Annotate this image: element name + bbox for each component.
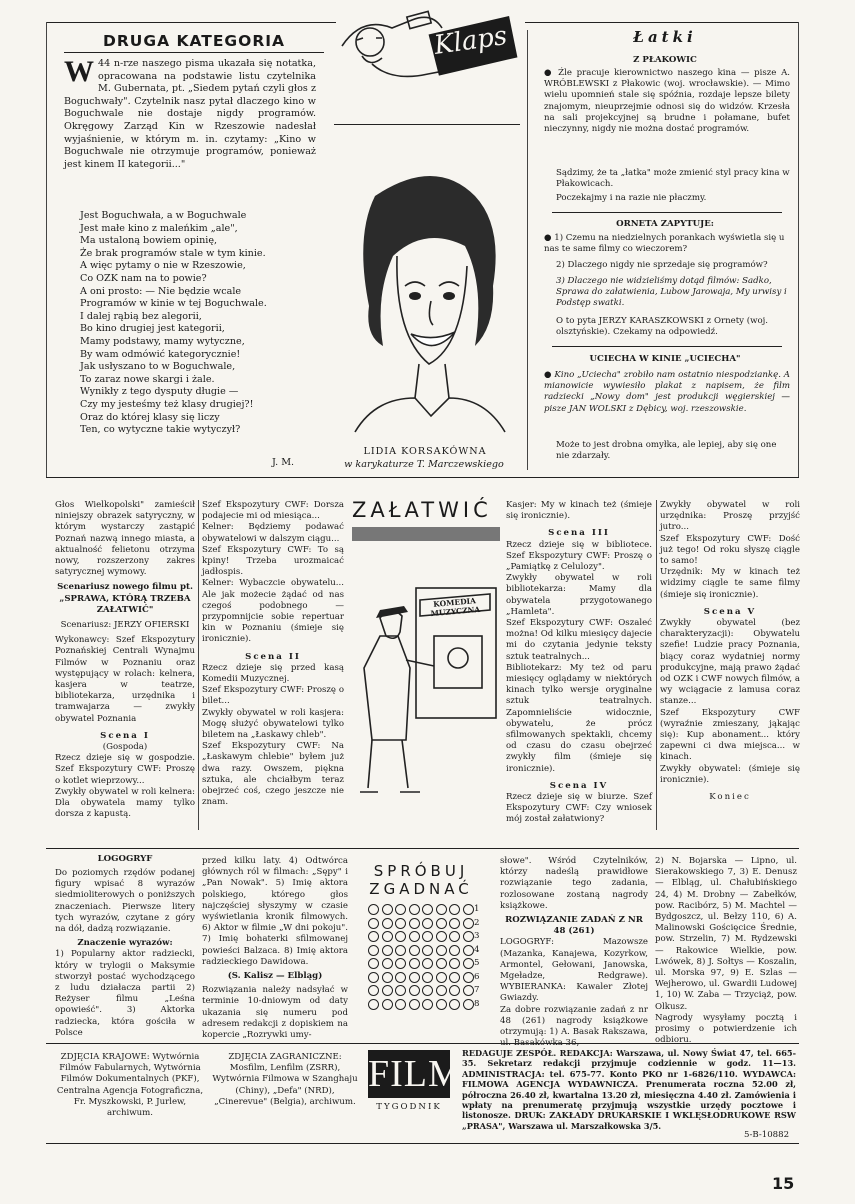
zalatwic-col3-c: Zwykły obywatel w roli bibliotekarza: Mamy dla obywatela przygotowanego „Hamleta".	[506, 573, 652, 617]
grid-cell	[409, 958, 420, 969]
grid-cell	[449, 958, 460, 969]
sprobuj-col4	[655, 856, 797, 1046]
druga-dropcap: W	[64, 55, 94, 88]
zalatwic-col2-h: Szef Ekspozytury CWF: Na „Łaskawym chlebie" byłem już dwa razy. Owszem, piękna sztuka, ale chciałbym teraz obejrzeć coś, czego jeszcze nie znam.	[202, 741, 344, 808]
grid-cell	[395, 958, 406, 969]
zalatwic-col1-e: Rzecz dzieje się w gospodzie. Szef Ekspozytury CWF: Proszę o kotlet wieprzowy...	[55, 753, 195, 786]
grid-cell	[422, 904, 433, 915]
zalatwic-col2-a: Szef Ekspozytury CWF: Dorsza podajecie mi od miesiąca...	[202, 500, 344, 522]
sprobuj-title-2: ZGADNAĆ	[369, 880, 473, 898]
grid-cell	[368, 958, 379, 969]
sprobuj-title-1: SPRÓBUJ	[373, 862, 469, 880]
zalatwic-col2-scene: Scena II	[245, 651, 301, 662]
grid-cell	[449, 931, 460, 942]
logogryf-col1	[55, 868, 195, 1036]
footer-code: 5-B-10882	[744, 1130, 790, 1140]
druga-title: DRUGA KATEGORIA	[102, 32, 286, 50]
zalatwic-col4-d: Zwykły obywatel (bez charakteryzacji): Obywatelu szefie! Ludzie pracy Poznania, biący coraz wydatniej normy produkcyjne, mają prawo żądać od OZK i CWF nowych filmów, a wy wciągacie z lamusa coraz stanze...	[660, 618, 800, 707]
footer-imprint: REDAGUJE ZESPÓŁ. REDAKCJA: Warszawa, ul. Nowy Świat 47, tel. 665-35. Sekretarz redakcji przyjmuje codziennie w godz. 11—13. ADMINISTRACJA: tel. 675-77. Konto PKO nr 1-6826/110. WYDAWCA: FILMOWA AGENCJA WYDAWNICZA. Prenumerata roczna 52.00 zł, półroczna 26.40 zł, kwartalna 13.20 zł, miesięczna 4.40 zł. Zamówienia i wpłaty na prenumeratę przyjmują wszystkie urzędy pocztowe i listonosze. DRUK: ZAKŁADY DRUKARSKIE I WKLĘSŁODRUKOWE RSW „PRASA", Warszawa ul. Marszałkowska 3/5.	[462, 1048, 796, 1131]
grid-cell	[436, 945, 447, 956]
grid-cell	[395, 918, 406, 929]
zalatwic-col4	[660, 500, 800, 830]
grid-row-number: 2	[474, 917, 480, 928]
zalatwic-col4-b: Szef Ekspozytury CWF: Dość już tego! Od roku słyszę ciągle to samo!	[660, 533, 800, 567]
grid-cell	[409, 985, 420, 996]
poem-line: Jak usłyszano to w Boguchwale,	[80, 361, 236, 373]
sprobuj-col3	[500, 856, 648, 1049]
grid-cell	[368, 985, 379, 996]
winners-1: Za dobre rozwiązanie zadań z nr 48 (261) nagrody książkowe otrzymują: 1) A. Basak Rakszawa, ul. Basakówka 36,	[500, 1004, 648, 1049]
grid-cell	[368, 945, 379, 956]
druga-signature: J. M.	[272, 457, 295, 468]
grid-cell	[409, 972, 420, 983]
grid-cell	[382, 945, 393, 956]
solution-title: ROZWIĄZANIE ZADAŃ Z NR 48 (261)	[505, 915, 643, 937]
grid-cell	[463, 931, 474, 942]
winners-note: Nagrody wysyłamy pocztą i prosimy o potwierdzenie ich odbioru.	[655, 1012, 797, 1046]
sprobuj-prizes: słowe". Wśród Czytelników, którzy nadeślą prawidłowe rozwiązanie tego zadania, rozlosowane zostaną nagrody książkowe.	[500, 856, 648, 911]
zalatwic-col4-e: Szef Ekspozytury CWF (wyraźnie zmieszany, jąkając się): Kup abonament... który zapewni ci dwa miejsca... w kinach.	[660, 707, 800, 763]
zalatwic-col2-e: Rzecz dzieje się przed kasą Komedii Muzycznej.	[202, 662, 344, 685]
poem-line: I dalej rąbią bez alegorii,	[80, 310, 202, 322]
latki-sec2-q1-text: ● 1) Czemu na niedzielnych porankach wyświetla się u nas te same filmy co wieczorem?	[544, 233, 784, 254]
grid-cell	[368, 918, 379, 929]
grid-cell	[382, 918, 393, 929]
poem-line: Mamy podstawy, mamy wytyczne,	[80, 335, 245, 347]
zalatwic-col1-cast: Wykonawcy: Szef Ekspozytury Poznańskiej Centrali Wynajmu Filmów w Poznaniu oraz występujący w rolach: kelnera, kasjera w teatrze, bibliotekarza, urzędnika i tramwajarza — zwykły obywatel Poznania	[55, 635, 195, 724]
caricature-caption-name: LIDIA KORSAKÓWNA	[363, 446, 487, 457]
grid-cell	[449, 999, 460, 1010]
zalatwic-title-bar	[352, 527, 500, 541]
zalatwic-col3-a: Kasjer: My w kinach też (śmieje się ironicznie).	[506, 500, 652, 522]
zalatwic-col3-d: Szef Ekspozytury CWF: Oszaleć można! Od kilku miesięcy dajecie mi do czytania jedynie teksty sztuk teatralnych...	[506, 618, 652, 662]
zalatwic-col2	[202, 500, 344, 830]
grid-cell	[436, 918, 447, 929]
grid-cell	[409, 918, 420, 929]
film-logo-sub: TYGODNIK	[376, 1102, 442, 1112]
grid-cell	[382, 958, 393, 969]
grid-row-number: 7	[474, 985, 480, 995]
grid-cell	[436, 931, 447, 942]
grid-cell	[463, 945, 474, 956]
zalatwic-col4-a: Zwykły obywatel w roli urzędnika: Proszę przyjść jutro...	[660, 500, 800, 533]
grid-cell	[422, 918, 433, 929]
zalatwic-col4-scene: Scena V	[703, 606, 757, 617]
grid-cell	[409, 904, 420, 915]
grid-cell	[382, 985, 393, 996]
zalatwic-col1-heading: Scenariusz nowego filmu pt. „SPRAWA, KTÓRĄ TRZEBA ZAŁATWIĆ"	[57, 582, 193, 615]
zalatwic-end: Koniec	[709, 792, 751, 803]
latki-sec2-title: ORNETA ZAPYTUJE:	[616, 219, 714, 229]
grid-cell	[422, 999, 433, 1010]
zalatwic-col1-intro: Głos Wielkopolski" zamieścił niniejszy obrazek satyryczny, w którym wystarczy zastąpić Poznań nazwą innego miasta, a aktualność felietonu otrzyma nowy, rozszerzony zakres satyrycznej wymowy.	[55, 500, 195, 578]
zalatwic-col2-g: Zwykły obywatel w roli kasjera: Mogę służyć obywatelowi tylko biletem na „Łaskawy chleb".	[202, 707, 344, 741]
zalatwic-title: ZAŁATWIĆ	[352, 498, 492, 522]
logogryf-clues-1: 1) Popularny aktor radziecki, który w trylogii o Maksymie stworzył postać wychodzącego z ludu działacza partii 2) Reżyser filmu „Leśna opowieść". 3) Aktorka radziecka, która gościła w Polsce	[55, 949, 195, 1038]
poem-line: A więc pytamy o nie w Rzeszowie,	[80, 260, 246, 272]
latki-sec1-title: Z PŁAKOWIC	[633, 55, 697, 65]
grid-cell	[449, 918, 460, 929]
poem-line: Oraz do której klasy się liczy	[80, 411, 220, 423]
footer-photos-foreign: ZDJĘCIA ZAGRANICZNE: Mosfilm, Lenfilm (ZSRR), Wytwórnia Filmowa w Szanghaju (Chiny), „Defa" (NRD), „Cinerevue" (Belgia), archiwum.	[212, 1052, 358, 1107]
zalatwic-col1	[55, 500, 195, 830]
grid-row-number: 5	[474, 958, 480, 968]
latki-title: Łatki	[633, 28, 697, 46]
zalatwic-col4-f: Zwykły obywatel: (śmieje się ironicznie).	[660, 763, 800, 785]
poem-line: Wynikły z tego dysputy długie —	[80, 386, 239, 398]
grid-cell	[449, 904, 460, 915]
cinema-sign: KOMEDIA MUZYCZNA	[430, 596, 481, 619]
poem-line: Czy my jesteśmy też klasy drugiej?!	[80, 398, 254, 410]
grid-cell	[409, 945, 420, 956]
zalatwic-col4-c: Urzędnik: My w kinach też widzimy ciągle te same filmy (śmieje się ironicznie).	[660, 567, 800, 600]
latki-sec3-title: UCIECHA W KINIE „UCIECHA"	[589, 354, 741, 364]
poem-line: A oni prosto: — Nie będzie wcale	[80, 285, 242, 297]
zalatwic-col2-d: Kelner: Wybaczcie obywatelu... Ale jak możecie żądać od nas czegoś podobnego — przypomnijcie sobie repertuar kin w Poznaniu (śmieje się ironicznie).	[202, 578, 344, 645]
solution-text: LOGOGRYF: Mazowsze (Mazanka, Kanajewa, Kozyrkow, Armontel, Gełowani, Janowska, Mgeładze, Redgrawe). WYBIERANKA: Kawaler Złotej Gwiazdy.	[500, 937, 648, 1004]
grid-cell	[422, 958, 433, 969]
grid-cell	[449, 972, 460, 983]
druga-intro-text: 44 n-rze naszego pisma ukazała się notatka, opracowana na podstawie listu czytelnika M. Gubernata, pt. „Siedem pytań czyli głos z Boguchwały". Czytelnik nasz pytał dlaczego kino w Boguchwale nie dostaje nigdy programów. Okręgowy Zarząd Kin w Rzeszowie nadesłał wyjaśnienie, w którym m. in. czytamy: „Kino w Boguchwale nie otrzymuje programów, ponieważ jest kinem II kategorii..."	[64, 58, 316, 170]
latki-sec3-text: ● Kino „Uciecha" zrobiło nam ostatnio niespodziankę. A mianowicie wywiesiło plakat z napisem, że film radziecki „Nowy dom" jest produkcji węgierskiej — pisze JAN WOLSKI z Dębicy, woj. rzeszowskie.	[544, 370, 790, 414]
grid-cell	[449, 985, 460, 996]
page-number: 15	[772, 1174, 795, 1193]
grid-cell	[463, 999, 474, 1010]
zalatwic-col2-b: Kelner: Będziemy podawać obywatelowi w dalszym ciągu...	[202, 522, 344, 544]
grid-cell	[422, 931, 433, 942]
klaps-logo-text: Klaps	[432, 21, 509, 61]
grid-cell	[463, 985, 474, 996]
grid-cell	[395, 904, 406, 915]
poem-line: Jest małe kino z maleńkim „ale",	[80, 222, 238, 234]
logogryf-submit: Rozwiązania należy nadsyłać w terminie 10-dniowym od daty ukazania się numeru pod adresem redakcji z dopiskiem na kopercie „Rozrywki umy-	[202, 985, 348, 1041]
cinema-ticket-booth-drawing	[350, 548, 502, 818]
zalatwic-col3-scene2: Scena IV	[549, 780, 609, 791]
logogryf-col2	[202, 856, 348, 1041]
grid-cell	[436, 999, 447, 1010]
logogryf-row-numbers	[474, 903, 486, 1011]
grid-cell	[368, 931, 379, 942]
poem-line: Bo kino drugiej jest kategorii,	[80, 323, 225, 335]
grid-cell	[368, 904, 379, 915]
zalatwic-col1-author: Scenariusz: JERZY OFIERSKI	[60, 620, 190, 631]
zalatwic-col2-f: Szef Ekspozytury CWF: Proszę o bilet...	[202, 685, 344, 707]
latki-sec2-q1	[544, 233, 790, 257]
logogryf-intro: Do poziomych rzędów podanej figury wpisać 8 wyrazów siedmioliterowych o poniższych znaczeniach. Pierwsze litery tych wyrazów, czytane z góry na dół, dadzą rozwiązanie.	[55, 868, 195, 935]
zalatwic-col1-f: Zwykły obywatel w roli kelnera: Dla obywatela mamy tylko dorsza z kapustą.	[55, 786, 195, 820]
latki-sec2-sig: O to pyta JERZY KARASZKOWSKI z Ornety (woj. olsztyńskie). Czekamy na odpowiedź.	[556, 316, 769, 338]
grid-cell	[382, 904, 393, 915]
footer-photos-domestic: ZDJĘCIA KRAJOWE: Wytwórnia Filmów Fabularnych, Wytwórnia Filmów Dokumentalnych (PKF), Centralna Agencja Fotograficzna, Fr. Myszkowski, P. Jurlew, archiwum.	[56, 1052, 204, 1119]
logogryf-grid	[368, 904, 474, 1010]
grid-row-number: 8	[474, 998, 480, 1009]
film-logo-text: FILM	[368, 1053, 463, 1095]
zalatwic-col1-scene: Scena I	[100, 730, 150, 741]
latki-sec2-q3: 3) Dlaczego nie widzieliśmy dotąd filmów: Sadko, Sprawa do załatwienia, Lubow Jarowaja, My urwisy i Podstęp swatki.	[556, 276, 787, 309]
poem-line: By wam odmówić kategorycznie!	[80, 348, 241, 360]
zalatwic-col3	[506, 500, 652, 830]
grid-row-number: 1	[474, 904, 480, 914]
caricature-caption-sub: w karykaturze T. Marczewskiego	[344, 459, 504, 470]
poem-line: Ma ustaloną bowiem opinię,	[80, 235, 218, 247]
zalatwic-col3-scene: Scena III	[548, 528, 610, 539]
latki-sec1-p3: Poczekajmy i na razie nie płaczmy.	[556, 193, 707, 203]
grid-cell	[368, 972, 379, 983]
grid-cell	[395, 985, 406, 996]
grid-cell	[409, 999, 420, 1010]
grid-row-number: 3	[474, 931, 480, 941]
poem-line: Co OZK nam na to powie?	[80, 272, 207, 284]
grid-cell	[422, 945, 433, 956]
grid-cell	[463, 918, 474, 929]
latki-sec1-p2: Sądzimy, że ta „łatka" może zmienić styl pracy kina w Płakowicach.	[556, 168, 790, 190]
poem-line: To zaraz nowe skargi i żale.	[80, 373, 215, 385]
grid-cell	[382, 972, 393, 983]
poem-line: Jest Boguchwała, a w Boguchwale	[80, 210, 247, 221]
grid-cell	[463, 972, 474, 983]
logogryf-author: (S. Kalisz — Elbląg)	[227, 971, 323, 982]
grid-cell	[409, 931, 420, 942]
grid-cell	[382, 999, 393, 1010]
logogryf-title: LOGOGRYF	[97, 854, 153, 864]
grid-cell	[436, 972, 447, 983]
grid-cell	[436, 985, 447, 996]
latki-sec3-p2: Może to jest drobna omyłka, ale lepiej, aby się one nie zdarzały.	[556, 440, 777, 462]
grid-cell	[463, 958, 474, 969]
grid-cell	[395, 931, 406, 942]
latki-sec1-body	[544, 68, 790, 164]
grid-cell	[436, 958, 447, 969]
grid-cell	[368, 999, 379, 1010]
winners-2: 2) N. Bojarska — Lipno, ul. Sierakowskiego 7, 3) E. Denusz — Elbląg, ul. Chałubińskiego 24, 4) M. Drobny — Zabełków, pow. Racibórz, 5) M. Machtel — Bydgoszcz, ul. Bełzy 110, 6) A. Malinowski Gościęcice Średnie, pow. Strzelin, 7) M. Rydzewski — Rakowice Wielkie, pow. Lwówek, 8) J. Sołtys — Koszalin, ul. Morska 97, 9) E. Szlas — Wejherowo, ul. Gwardii Ludowej 1, 10) W. Zaba — Trzyciąż, pow. Olkusz.	[655, 856, 797, 1012]
grid-cell	[395, 972, 406, 983]
latki-sec1-text: ● Źle pracuje kierownictwo naszego kina — pisze A. WRÓBLEWSKI z Płakowic (woj. wrocławskie). — Mimo wielu upomnień stale się spóźnia, rozdaje lepsze bilety znajomym, nieuprzejmie odnosi się do widzów. Krzesła na sali projekcyjnej są brudne i połamane, bufet nieczynny, nigdy nie można dostać programów.	[544, 68, 790, 134]
grid-cell	[382, 931, 393, 942]
poem-line: Że brak programów stale w tym kinie.	[80, 247, 266, 259]
zalatwic-col1-scene-sub: (Gospoda)	[102, 742, 148, 753]
grid-row-number: 4	[474, 944, 480, 955]
druga-intro	[64, 55, 316, 208]
grid-cell	[422, 972, 433, 983]
grid-cell	[436, 904, 447, 915]
korsakowna-caricature	[335, 136, 520, 436]
grid-row-number: 6	[474, 971, 480, 982]
zalatwic-col2-c: Szef Ekspozytury CWF: To są kpiny! Trzeba urozmaicać jadłospis.	[202, 544, 344, 578]
poem-line: Ten, co wytyczne takie wytyczył?	[80, 424, 241, 436]
latki-sec3-body	[544, 370, 790, 434]
logogryf-clues-2: przed kilku laty. 4) Odtwórca głównych ról w filmach: „Sępy" i „Pan Nowak". 5) Imię aktora polskiego, którego głos najczęściej słyszymy w czasie wyświetlania kronik filmowych. 6) Aktor w filmie „W dni pokoju". 7) Imię bohaterki sfilmowanej powieści Balzaca. 8) Imię aktora radzieckiego Dawidowa.	[202, 856, 348, 967]
logogryf-subtitle: Znaczenie wyrazów:	[77, 938, 173, 949]
zalatwic-col3-b: Rzecz dzieje się w bibliotece. Szef Ekspozytury CWF: Proszę o „Pamiątkę z Celulozy".	[506, 539, 652, 573]
latki-sec2-q2: 2) Dlaczego nigdy nie sprzedaje się programów?	[556, 260, 768, 270]
grid-cell	[463, 904, 474, 915]
grid-cell	[449, 945, 460, 956]
poem-line: Programów w kinie w tej Boguchwale.	[80, 298, 267, 310]
grid-cell	[395, 945, 406, 956]
zalatwic-col3-f: Rzecz dzieje się w biurze. Szef Ekspozytury CWF: Czy wniosek mój został załatwiony?	[506, 792, 652, 825]
grid-cell	[395, 999, 406, 1010]
grid-cell	[422, 985, 433, 996]
druga-poem	[80, 210, 312, 450]
zalatwic-col3-e: Bibliotekarz: My też od paru miesięcy oglądamy w niektórych kinach tylko wersje oryginalne sztuk teatralnych. Zapomnieliście widocznie, obywatelu, że prócz sfilmowanych spektakli, chcemy od czasu do czasu obejrzeć zwykły film (śmieje się ironicznie).	[506, 662, 652, 774]
